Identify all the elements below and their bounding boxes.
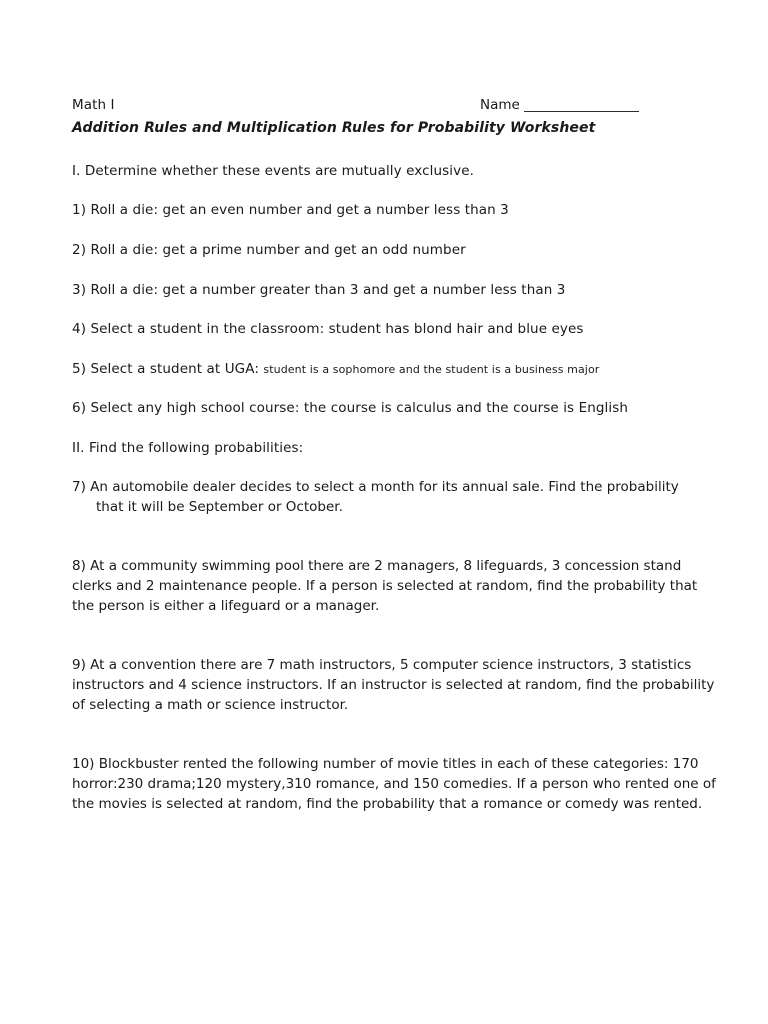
name-field: Name _________________ xyxy=(480,97,639,113)
question-7-line-1: 7) An automobile dealer decides to select a month for its annual sale. Find the probability xyxy=(72,479,679,495)
section-2-heading: II. Find the following probabilities: xyxy=(72,440,304,456)
question-9: 9) At a convention there are 7 math instructors, 5 computer science instructors, 3 statistics instructors and 4 science instructors. If an instructor is selected at random, find the probability of selecting a math or science instructor. xyxy=(72,657,715,713)
question-8: 8) At a community swimming pool there are 2 managers, 8 lifeguards, 3 concession stand clerks and 2 maintenance people. If a person is selected at random, find the probability that the person is either a lifeguard or a manager. xyxy=(72,558,698,614)
question-6: 6) Select any high school course: the course is calculus and the course is English xyxy=(72,400,629,416)
worksheet-title: Addition Rules and Multiplication Rules for Probability Worksheet xyxy=(72,120,596,136)
question-7 xyxy=(72,477,722,517)
question-10: 10) Blockbuster rented the following number of movie titles in each of these categories: 170 horror:230 drama;120 mystery,310 romance, and 150 comedies. If a person who rented one of the movies is selected at random, find the probability that a romance or comedy was rented. xyxy=(72,756,716,812)
question-1: 1) Roll a die: get an even number and get a number less than 3 xyxy=(72,202,509,218)
question-4: 4) Select a student in the classroom: student has blond hair and blue eyes xyxy=(72,321,584,337)
question-5-prompt: 5) Select a student at UGA: xyxy=(72,361,259,377)
section-1-heading: I. Determine whether these events are mutually exclusive. xyxy=(72,163,475,179)
question-5 xyxy=(72,359,599,380)
course-label: Math I xyxy=(72,97,115,113)
question-5-detail: student is a sophomore and the student is a business major xyxy=(263,363,600,376)
question-7-line-2: that it will be September or October. xyxy=(96,499,343,515)
question-3: 3) Roll a die: get a number greater than 3 and get a number less than 3 xyxy=(72,282,566,298)
question-2: 2) Roll a die: get a prime number and get an odd number xyxy=(72,242,466,258)
